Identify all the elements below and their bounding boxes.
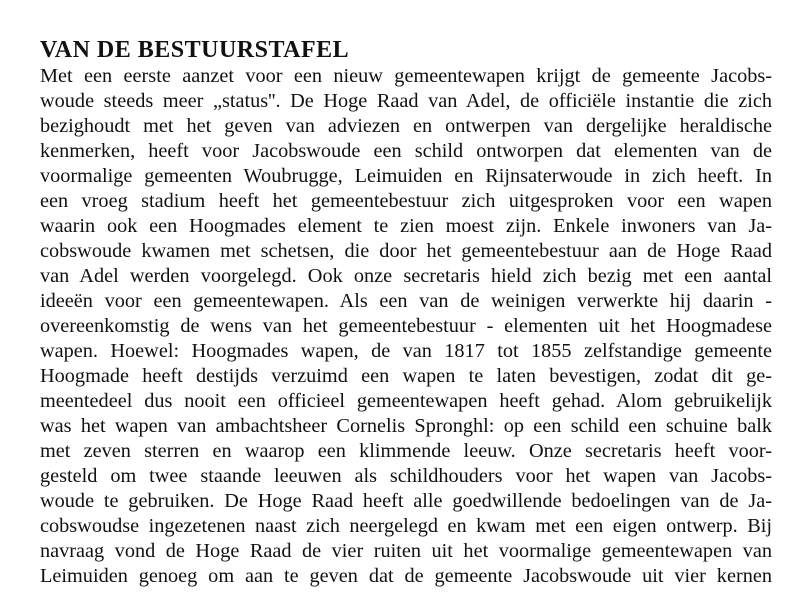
text-line: voormalige gemeenten Woubrugge, Leimuiden en Rijnsaterwoude in zich heeft. In [40,165,772,187]
text-line: meentedeel dus nooit een officieel gemeentewapen heeft gehad. Alom gebruikelijk [40,390,772,412]
text-line: een vroeg stadium heeft het gemeentebestuur zich uitgesproken voor een wapen [40,190,772,212]
text-line: overeenkomstig de wens van het gemeentebestuur - elementen uit het Hoogmadese [40,315,772,337]
text-line: Leimuiden genoeg om aan te geven dat de gemeente Jacobswoude uit vier kernen [40,565,772,587]
text-line: woude steeds meer „status''. De Hoge Raad van Adel, de officiële instantie die zich [40,90,772,112]
text-line: wapen. Hoewel: Hoogmades wapen, de van 1817 tot 1855 zelfstandige gemeente [40,340,772,362]
text-line: waarin ook een Hoogmades element te zien moest zijn. Enkele inwoners van Ja- [40,215,772,237]
text-line: bezighoudt met het geven van adviezen en ontwerpen van dergelijke heraldische [40,115,772,137]
text-line: Met een eerste aanzet voor een nieuw gemeentewapen krijgt de gemeente Jacobs- [40,65,772,87]
text-line: cobswoudse ingezetenen naast zich neergelegd en kwam met een eigen ontwerp. Bij [40,515,772,537]
text-line: Hoogmade heeft destijds verzuimd een wapen te laten bevestigen, zodat dit ge- [40,365,772,387]
text-line: cobswoude kwamen met schetsen, die door het gemeentebestuur aan de Hoge Raad [40,240,772,262]
text-line: ideeën voor een gemeentewapen. Als een van de weinigen verwerkte hij daarin - [40,290,772,312]
text-line: was het wapen van ambachtsheer Cornelis Spronghl: op een schild een schuine balk [40,415,772,437]
text-line: gesteld om twee staande leeuwen als schildhouders voor het wapen van Jacobs- [40,465,772,487]
text-line: navraag vond de Hoge Raad de vier ruiten uit het voormalige gemeentewapen van [40,540,772,562]
text-line: kenmerken, heeft voor Jacobswoude een schild ontworpen dat elementen van de [40,140,772,162]
text-line: woude te gebruiken. De Hoge Raad heeft alle goedwillende bedoelingen van de Ja- [40,490,772,512]
article-heading: VAN DE BESTUURSTAFEL [40,37,350,63]
text-line: van Adel werden voorgelegd. Ook onze secretaris hield zich bezig met een aantal [40,265,772,287]
text-line: met zeven sterren en waarop een klimmende leeuw. Onze secretaris heeft voor- [40,440,772,462]
